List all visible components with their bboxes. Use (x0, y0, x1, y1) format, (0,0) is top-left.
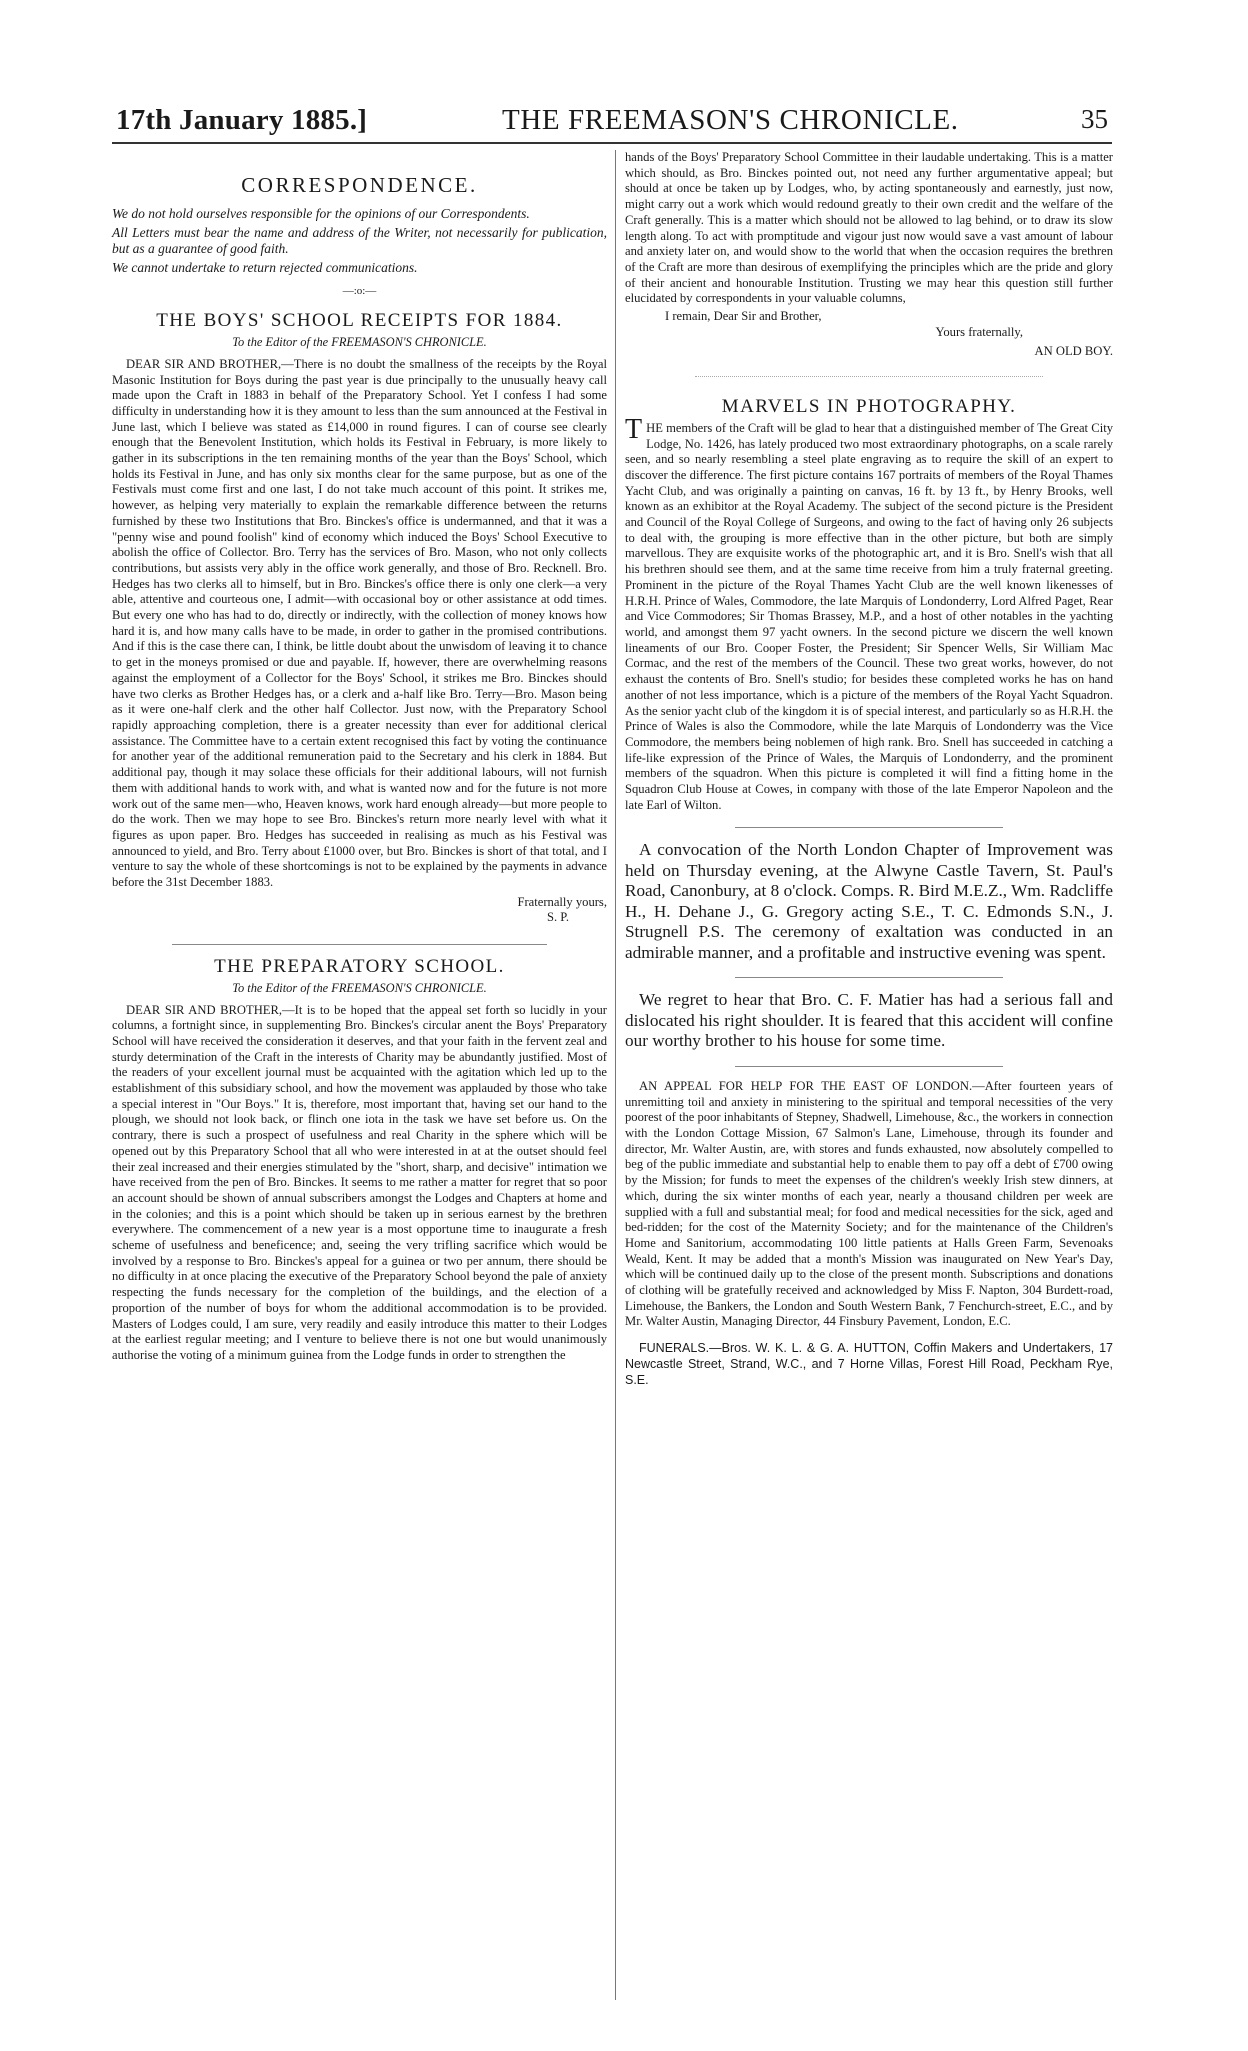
marvels-text: HE members of the Craft will be glad to hear that a distinguished member of The Great City Lodge, No. 1426, has lately produced two most extraordinary photographs, on a scale rarely seen, and so nearly resembling a steel plate engraving as to require the skill of an expert to discover the difference. The first picture contains 167 portraits of members of the Royal Thames Yacht Club, and was originally a painting on canvas, 16 ft. by 13 ft., by Henry Brooks, well known as an exhibitor at the Royal Academy. The subject of the second picture is the President and Council of the Royal College of Surgeons, and owing to the fact of having only 26 subjects to deal with, the grouping is more effective than in the other picture, but both are simply marvellous. They are exquisite works of the photographic art, and it is Bro. Snell's wish that all his brethren should see them, and at the same time receive from him a truly fraternal greeting. Prominent in the picture of the Royal Thames Yacht Club are the well known likenesses of H.R.H. Prince of Wales, Commodore, the late Marquis of Londonderry, Lord Alfred Paget, Rear and Vice Commodores; Sir Thomas Brassey, M.P., and a host of other notables in the yachting world, and amongst them 97 yacht owners. In the second picture we discern the well known lineaments of our Bro. Cooper Foster, the President; Sir Spencer Wells, Sir William Mac Cormac, and the rest of the members of the Council. These two great works, however, do not exhaust the contents of Bro. Snell's studio; for besides these completed works he has on hand another of not less importance, which is a picture of the members of the Royal Yacht Squadron. As the senior yacht club of the kingdom it is of special interest, and particularly so as H.R.H. the Prince of Wales is also the Commodore, while the late Marquis of Londonderry was the Vice Commodore, the members being noblemen of high rank. Bro. Snell has succeeded in catching a life-like expression of the Prince of Wales, the Marquis of Londonderry, and the prominent members of the squadron. When this picture is completed it will find a fitting home in the Squadron Club House at Cowes, in company with those of the late Emperor Napoleon and the late Earl of Wilton. (625, 420, 1113, 812)
appeal-lead: AN APPEAL FOR HELP FOR THE EAST OF LONDON. (639, 1078, 973, 1093)
boys-letter-text: —There is no doubt the smallness of the receipts by the Royal Masonic Institution for Boys during the past year is due principally to the unusually heavy call made upon the Craft in 1883 in behalf of the Preparatory School. Yet I confess I had some difficulty in understanding how it is they amount to less than the sum announced at the Festival in June last, which I believe was stated as £14,000 in round figures. I can of course see clearly enough that the Benevolent Institution, which holds its Festival in February, is more likely to gather in its subscriptions in the ten remaining months of the year than the Boys' School, which holds its Festival in June, and has only six months clear for the same purpose, but as one of the Festivals must come first and one last, I do not take much account of this point. It strikes me, however, as helping very materially to explain the remarkable difference between the returns furnished by these two Institutions that Bro. Binckes's office is undermanned, and that it was a "penny wise and pound foolish" kind of economy which induced the Boys' School Executive to abolish the office of Collector. Bro. Terry has the services of Bro. Mason, who not only collects contributions, but assists very ably in the office work generally, and those of Bro. Recknell. Bro. Hedges has two clerks all to himself, but in Bro. Binckes's office there is only one clerk—a very able, attentive and courteous one, I admit—with occasional boy or other assistance at odd times. But every one who has had to do, directly or indirectly, with the collection of money knows how hard it is, and how many calls have to be made, in order to gather in the promised contributions. And if this is the case there can, I think, be little doubt about the unwisdom of leaving it to chance to get in the moneys promised or due and payable. If, however, there are overwhelming reasons against the employment of a Collector for the Boys' School, it strikes me Bro. Binckes should have two clerks as Brother Hedges has, or a clerk and a-half like Bro. Terry—Bro. Mason being as it were one-half clerk and the other half Collector. Just now, with the Preparatory School rapidly approaching completion, there is a greater necessity than ever for additional clerical assistance. The Committee have to a certain extent recognised this fact by voting the continuance for another year of the additional remuneration paid to the Secretary and his clerk in 1884. But additional pay, though it may solace these officials for their additional labours, will not furnish them with additional hands to work with, and what is wanted now and for the future is not more work out of the same men—who, Heaven knows, work hard enough already—but more people to do the work. Then we may hope to see Bro. Binckes's return more nearly level with what it figures as upon paper. Bro. Hedges has succeeded in realising as much as his Festival was announced to yield, and Bro. Terry about £1000 over, but Bro. Binckes is short of that total, and I venture to say the whole of these shortcomings is not to be explained by the payments in advance before the 31st December 1883. (112, 356, 607, 890)
article-rule (172, 944, 547, 945)
section-separator: —:o:— (342, 284, 377, 297)
boys-to-editor: To the Editor of the FREEMASON'S CHRONICLE. (232, 335, 487, 350)
left-column (112, 150, 607, 1364)
matier-notice: We regret to hear that Bro. C. F. Matier has had a serious fall and dislocated his right shoulder. It is feared that this accident will confine our worthy brother to his house for some time. (625, 990, 1113, 1051)
prep-school-heading: THE PREPARATORY SCHOOL. (214, 956, 505, 978)
issue-date: 17th January 1885.] (116, 104, 368, 136)
convocation-notice: A convocation of the North London Chapter of Improvement was held on Thursday evening, at the Alwyne Castle Tavern, St. Paul's Road, Canonbury, at 8 o'clock. Comps. R. Bird M.E.Z., Wm. Radcliffe H., H. Dehane J., G. Gregory acting S.E., T. C. Edmonds S.N., J. Strugnell P.S. The ceremony of exaltation was conducted in an admirable manner, and a profitable and instructive evening was spent. (625, 840, 1113, 962)
page-number: 35 (1081, 104, 1108, 134)
funerals-advert: FUNERALS.—Bros. W. K. L. & G. A. HUTTON, Coffin Makers and Undertakers, 17 Newcastle Street, Strand, W.C., and 7 Horne Villas, Forest Hill Road, Peckham Rye, S.E. (625, 1341, 1113, 1388)
prep-signature: AN OLD BOY. (1034, 344, 1113, 359)
right-column (625, 150, 1113, 1388)
masthead (112, 100, 1112, 140)
notice-letters: All Letters must bear the name and address of the Writer, not necessarily for publication, but as a guarantee of good faith. (112, 224, 607, 256)
boys-school-heading: THE BOYS' SCHOOL RECEIPTS FOR 1884. (156, 310, 563, 332)
prep-letter-body (112, 1003, 607, 1364)
prep-yours: Yours fraternally, (935, 324, 1023, 339)
article-rule (735, 977, 1003, 978)
prep-letter-text: —It is to be hoped that the appeal set forth so lucidly in your columns, a fortnight since, in supplementing Bro. Binckes's circular anent the Boys' Preparatory School will have received the consideration it deserves, and that your faith in the fervent zeal and sturdy determination of the Craft in the interests of Charity may be abundantly justified. Most of the readers of your excellent journal must be acquainted with the agitation which led up to the establishment of this subsidiary school, and how the movement was applauded by those who take a special interest in "Our Boys." It is, therefore, most important that, having set our hand to the plough, we should not look back, or flinch one iota in the task we have set before us. On the contrary, there is such a prospect of usefulness and real Charity in the sphere which will be opened out by this Preparatory School that all who were interested in at at the outset should feel their zeal increased and their energies stimulated by the "short, sharp, and decisive" intimation we have received from the pen of Bro. Binckes. It seems to me rather a matter for regret that so poor an account should be shown of annual subscribers amongst the Lodges and Chapters at home and in the colonies; and this is a point which should be taken up in serious earnest by the brethren everywhere. The commencement of a new year is a most opportune time to inaugurate a fresh scheme of usefulness and beneficence; and, seeing the very trifling sacrifice which would be involved by a response to Bro. Binckes's appeal for a guinea or two per annum, there should be no difficulty in at once placing the executive of the Preparatory School beyond the pale of anxiety respecting the funds necessary for the completion of the buildings, and the election of a proportion of the number of boys for whom the additional accommodation is to be provided. Masters of Lodges could, I am sure, very readily and easily introduce this matter to their Lodges at the earliest regular meeting; and I venture to believe there is not one but would unanimously authorise the voting of a minimum guinea from the Lodge funds in order to strengthen the (112, 1002, 607, 1362)
boys-letter-body (112, 357, 607, 891)
boys-signoff: Fraternally yours, (517, 894, 607, 909)
article-rule (695, 376, 1043, 377)
prep-salutation: DEAR SIR AND BROTHER, (126, 1002, 283, 1017)
notice-responsibility: We do not hold ourselves responsible for the opinions of our Correspondents. (112, 205, 530, 221)
prep-to-editor: To the Editor of the FREEMASON'S CHRONICLE. (232, 980, 487, 995)
drop-cap: T (625, 413, 643, 445)
masthead-rule (112, 142, 1112, 144)
marvels-body (625, 413, 1113, 814)
correspondence-heading: CORRESPONDENCE. (241, 173, 478, 197)
prep-letter-continued: hands of the Boys' Preparatory School Committee in their laudable undertaking. This is a matter which should, as Bro. Binckes pointed out, not need any further argumentative appeal; but should at once be taken up by Lodges, who, by acting spontaneously and earnestly, just now, might carry out a work which would redound greatly to their own credit and the welfare of the Craft generally. This is a matter which should not be allowed to lag behind, or to draw its slow length along. To act with promptitude and vigour just now would save a vast amount of labour and anxiety later on, and would show to the world that when the occasion requires the brethren of the Craft are more than desirous of exemplifying the principles which are the pride and glory of their ancient and honourable Institution. Trusting we may hear this question still further elucidated by correspondents in your valuable columns, (625, 150, 1113, 306)
boys-salutation: DEAR SIR AND BROTHER, (126, 356, 282, 371)
appeal-notice (625, 1079, 1113, 1330)
column-divider (615, 150, 616, 2000)
appeal-text: —After fourteen years of unremitting toil and anxiety in ministering to the spiritual and temporal necessities of the very poorest of the poor inhabitants of Stepney, Shadwell, Limehouse, &c., the workers in connection with the London Cottage Mission, 67 Salmon's Lane, Limehouse, through its founder and director, Mr. Walter Austin, are, with stores and funds exhausted, now absolutely compelled to beg of the public immediate and substantial help to enable them to pay off a debt of £700 owing by the Mission; for funds to meet the expenses of the children's weekly Irish stew dinners, at which, during the six winter months of each year, nearly a thousand children per week are supplied with a full and substantial meal; for food and medical necessities for the sick, aged and bed-ridden; for the cost of the Maternity Society; and for the maintenance of the Children's Home and Sanitorium, accommodating 100 little patients at Halls Green Farm, Sevenoaks Weald, Kent. It may be added that a month's Mission was inaugurated on New Year's Day, which will be continued daily up to the close of the present month. Subscriptions and donations of clothing will be gratefully received and acknowledged by Miss F. Napton, 304 Burdett-road, Limehouse, the Bankers, the London and South Western Bank, 7 Fenchurch-street, E.C., and by Mr. Walter Austin, Managing Director, 44 Finsbury Pavement, London, E.C. (625, 1078, 1113, 1329)
article-rule (735, 1066, 1003, 1067)
marvels-heading: MARVELS IN PHOTOGRAPHY. (721, 396, 1017, 418)
notice-rejected: We cannot undertake to return rejected communications. (112, 259, 418, 275)
prep-remain: I remain, Dear Sir and Brother, (665, 309, 822, 324)
boys-signature: S. P. (546, 910, 569, 925)
article-rule (735, 827, 1003, 828)
newspaper-title: THE FREEMASON'S CHRONICLE. (502, 104, 959, 136)
